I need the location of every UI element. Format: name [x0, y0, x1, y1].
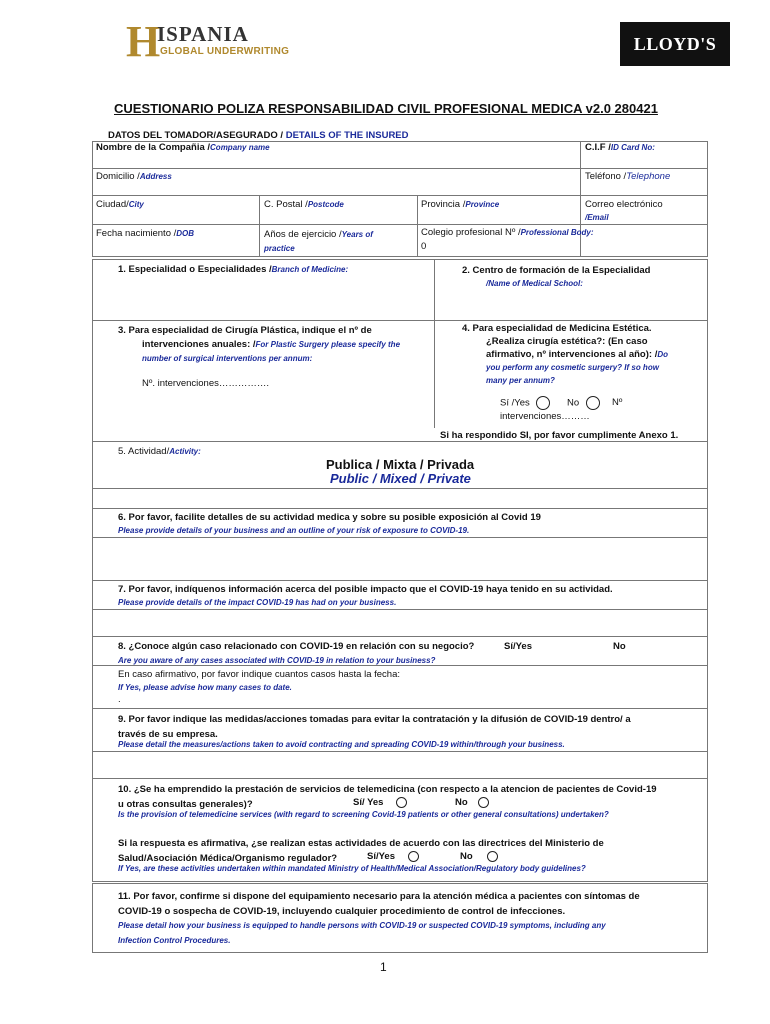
- q11-label: 11. Por favor, confirme si dispone del equipamiento necesario para la atención médica a pacientes con síntomas de COVID-19 o sospecha de COVID-19, incluyendo cualquier procedimiento de control de infecciones.: [118, 891, 640, 917]
- q10-no-radio[interactable]: [478, 797, 489, 808]
- hispania-logo-subtitle: GLOBAL UNDERWRITING: [160, 46, 290, 57]
- q4-interventions[interactable]: intervenciones………: [500, 411, 590, 422]
- city-label[interactable]: Ciudad/City: [96, 199, 144, 210]
- q11-label-en: Please detail how your business is equipped to handle persons with COVID-19 or suspected COVID-19 symptoms, including any Infection Control Procedures.: [118, 921, 606, 945]
- q5-label: 5. Actividad/Activity:: [118, 446, 201, 457]
- q9-label-en: Please detail the measures/actions taken to avoid contracting and spreading COVID-19 within/through your business.: [118, 740, 565, 749]
- page-number: 1: [380, 960, 387, 974]
- q1-label[interactable]: 1. Especialidad o Especialidades /Branch of Medicine:: [118, 264, 349, 275]
- email-label[interactable]: Correo electrónico /Email: [585, 199, 663, 222]
- q7-label: 7. Por favor, indíquenos información acerca del posible impacto que el COVID-19 haya tenido en su actividad.: [118, 584, 613, 595]
- q8-followup-label-en: If Yes, please advise how many cases to date.: [118, 683, 292, 692]
- q10-yes-option[interactable]: Sí/ Yes: [353, 797, 407, 808]
- q8-dot: .: [118, 694, 121, 705]
- dob-label[interactable]: Fecha nacimiento /DOB: [96, 228, 195, 239]
- company-label: Nombre de la Compañia /Company name: [96, 142, 270, 153]
- lloyds-logo: LLOYD'S: [620, 22, 730, 66]
- q10-followup-yes[interactable]: Sí/Yes: [367, 851, 419, 862]
- q8-followup-label: En caso afirmativo, por favor indique cuantos casos hasta la fecha:: [118, 669, 400, 680]
- q4-label[interactable]: 4. Para especialidad de Medicina Estética. ¿Realiza cirugía estética?: (En caso afirmativo, nº intervenciones al año): /Do you perform any cosmetic surgery? If so how many per annum?: [462, 323, 669, 385]
- q10-no-option[interactable]: No: [455, 797, 489, 808]
- postcode-label[interactable]: C. Postal /Postcode: [264, 199, 344, 210]
- phone-label: Teléfono /Telephone: [585, 171, 671, 182]
- q4-yes-option[interactable]: Sí /Yes: [500, 396, 550, 410]
- college-label[interactable]: Colegio profesional Nº /Professional Body: 0: [421, 227, 594, 252]
- college-value: 0: [421, 241, 427, 252]
- section-heading-en: DETAILS OF THE INSURED: [285, 130, 409, 141]
- q3-label[interactable]: 3. Para especialidad de Cirugía Plástica, indique el nº de intervenciones anuales: /For Plastic Surgery please specify the number of surgical interventions per annum:: [118, 325, 401, 363]
- q8-no-option[interactable]: No: [613, 641, 626, 652]
- q10-label-en: Is the provision of telemedicine services (with regard to screening Covid-19 patients or other general consultations) undertaken?: [118, 810, 609, 819]
- q7-answer-field[interactable]: [92, 609, 708, 637]
- q7-label-en: Please provide details of the impact COVID-19 has had on your business.: [118, 598, 397, 607]
- q10-followup-label-en: If Yes, are these activities undertaken within mandated Ministry of Health/Medical Association/Regulatory body guidelines?: [118, 864, 586, 873]
- q6-label: 6. Por favor, facilite detalles de su actividad medica y sobre su posible exposición al Covid 19: [118, 512, 541, 523]
- q10-followup-label: Si la respuesta es afirmativa, ¿se realizan estas actividades de acuerdo con las directrices del Ministerio de Salud/Asociación Médica/Organismo regulador?: [118, 838, 604, 864]
- hispania-logo-mark: H: [126, 17, 161, 66]
- address-label: Domicilio /Address: [96, 171, 172, 182]
- q10-followup-yes-radio[interactable]: [408, 851, 419, 862]
- q4-no-radio[interactable]: [586, 396, 600, 410]
- q5-options-es[interactable]: Publica / Mixta / Privada: [326, 457, 475, 472]
- q4-num-label: Nº: [612, 397, 623, 408]
- hispania-logo-text: ISPANIA: [157, 22, 249, 46]
- document-title: CUESTIONARIO POLIZA RESPONSABILIDAD CIVIL PROFESIONAL MEDICA v2.0 280421: [114, 101, 658, 116]
- years-label[interactable]: Años de ejercicio /Years of practice: [264, 229, 373, 253]
- section-heading-insured: [108, 130, 409, 141]
- q8-yes-option[interactable]: Sí/Yes: [504, 641, 532, 652]
- q4-annex-note: Si ha respondido SI, por favor cumplimente Anexo 1.: [440, 430, 679, 441]
- section-heading-es: DATOS DEL TOMADOR/ASEGURADO /: [108, 130, 286, 141]
- q5-options-en[interactable]: Public / Mixed / Private: [330, 471, 471, 486]
- q6-label-en: Please provide details of your business and an outline of your risk of exposure to COVID-19.: [118, 526, 470, 535]
- q4-no-option[interactable]: No: [567, 396, 600, 410]
- q9-label: 9. Por favor indique las medidas/acciones tomadas para evitar la contratación y la difusión de COVID-19 dentro/ a través de su empresa.: [118, 714, 631, 740]
- q8-label: 8. ¿Conoce algún caso relacionado con COVID-19 en relación con su negocio?: [118, 641, 475, 652]
- q4-yes-radio[interactable]: [536, 396, 550, 410]
- q5-answer-field[interactable]: [92, 488, 708, 509]
- q10-followup-no[interactable]: No: [460, 851, 498, 862]
- q10-label: 10. ¿Se ha emprendido la prestación de servicios de telemedicina (con respecto a la atencion de pacientes de Covid-19 u otras consultas generales)?: [118, 784, 657, 810]
- q10-yes-radio[interactable]: [396, 797, 407, 808]
- q9-answer-field[interactable]: [92, 751, 708, 779]
- q6-answer-field[interactable]: [92, 537, 708, 581]
- province-label[interactable]: Provincia /Province: [421, 199, 500, 210]
- cif-label: C.I.F /ID Card No:: [585, 142, 655, 153]
- q8-label-en: Are you aware of any cases associated with COVID-19 in relation to your business?: [118, 656, 436, 665]
- q10-followup-no-radio[interactable]: [487, 851, 498, 862]
- q2-label[interactable]: 2. Centro de formación de la Especialidad /Name of Medical School:: [462, 265, 651, 288]
- q3-interventions-count[interactable]: Nº. intervenciones…………….: [142, 378, 270, 389]
